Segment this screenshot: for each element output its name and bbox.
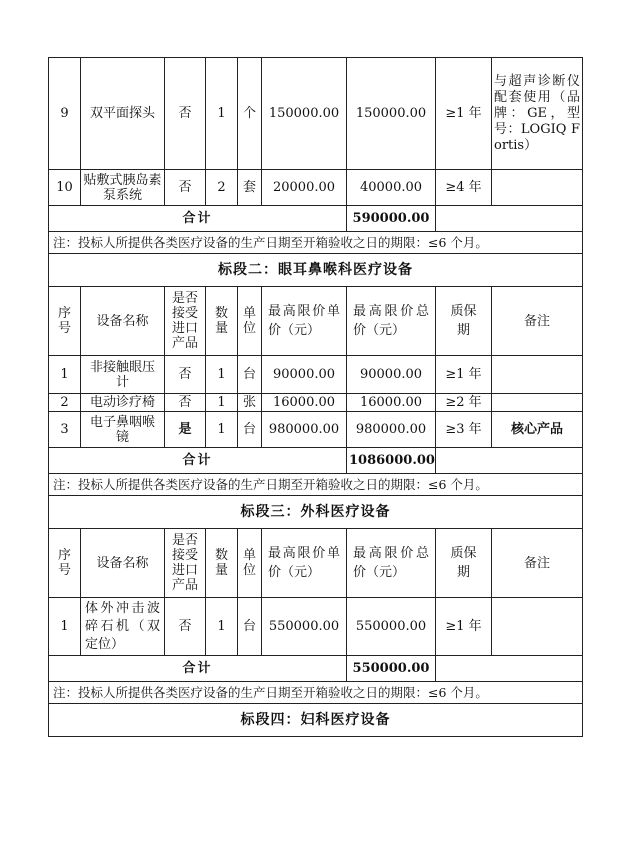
table-row (49, 170, 583, 206)
total-value: 1086000.00 (347, 448, 436, 474)
row-remark: 与超声诊断仪配套使用（品牌：GE，型号：LOGIQ Fortis） (492, 58, 583, 170)
col-warranty: 质保期 (436, 287, 492, 356)
row-warranty: ≥4 年 (436, 170, 492, 206)
total-value: 550000.00 (347, 656, 436, 682)
row-qty: 2 (206, 170, 238, 206)
row-name: 电子鼻咽喉镜 (81, 412, 165, 448)
section-title-row (49, 496, 583, 529)
row-unit: 套 (238, 170, 262, 206)
section-title: 标段四：妇科医疗设备 (49, 704, 583, 737)
col-remark: 备注 (492, 529, 583, 598)
row-qty: 1 (206, 598, 238, 656)
row-warranty: ≥1 年 (436, 58, 492, 170)
row-remark (492, 170, 583, 206)
total-row (49, 206, 583, 232)
row-total: 90000.00 (347, 356, 436, 394)
section-title-row (49, 254, 583, 287)
row-unit: 台 (238, 356, 262, 394)
section-title: 标段三：外科医疗设备 (49, 496, 583, 529)
row-imported: 否 (165, 394, 206, 412)
row-remark (492, 356, 583, 394)
row-imported: 否 (165, 58, 206, 170)
row-name: 贴敷式胰岛素泵系统 (81, 170, 165, 206)
total-empty (436, 448, 583, 474)
row-unit-price: 20000.00 (262, 170, 347, 206)
row-no: 9 (49, 58, 81, 170)
note-text: 注：投标人所提供各类医疗设备的生产日期至开箱验收之日的期限：≤6 个月。 (49, 232, 583, 254)
row-remark (492, 598, 583, 656)
note-text: 注：投标人所提供各类医疗设备的生产日期至开箱验收之日的期限：≤6 个月。 (49, 682, 583, 704)
col-unit-price: 最高限价单价（元） (262, 287, 347, 356)
row-unit-price: 550000.00 (262, 598, 347, 656)
row-qty: 1 (206, 394, 238, 412)
row-no: 10 (49, 170, 81, 206)
row-qty: 1 (206, 356, 238, 394)
row-unit: 张 (238, 394, 262, 412)
row-unit-price: 150000.00 (262, 58, 347, 170)
procurement-table-page (48, 57, 582, 737)
header-row (49, 287, 583, 356)
col-no: 序号 (49, 287, 81, 356)
row-total: 40000.00 (347, 170, 436, 206)
col-remark: 备注 (492, 287, 583, 356)
row-unit-price: 90000.00 (262, 356, 347, 394)
row-unit: 个 (238, 58, 262, 170)
col-unit: 单位 (238, 287, 262, 356)
row-qty: 1 (206, 58, 238, 170)
col-qty: 数量 (206, 287, 238, 356)
note-text: 注：投标人所提供各类医疗设备的生产日期至开箱验收之日的期限：≤6 个月。 (49, 474, 583, 496)
section-title-row (49, 704, 583, 737)
row-imported: 是 (165, 412, 206, 448)
row-name: 电动诊疗椅 (81, 394, 165, 412)
table-row (49, 598, 583, 656)
table-row (49, 58, 583, 170)
row-total: 16000.00 (347, 394, 436, 412)
table-row (49, 394, 583, 412)
row-no: 1 (49, 356, 81, 394)
row-warranty: ≥1 年 (436, 598, 492, 656)
col-no: 序号 (49, 529, 81, 598)
row-total: 550000.00 (347, 598, 436, 656)
total-empty (436, 656, 583, 682)
total-row (49, 656, 583, 682)
note-row (49, 474, 583, 496)
col-imported: 是否接受进口产品 (165, 287, 206, 356)
section-title: 标段二：眼耳鼻喉科医疗设备 (49, 254, 583, 287)
row-unit: 台 (238, 412, 262, 448)
table-row (49, 412, 583, 448)
col-total: 最高限价总价（元） (347, 287, 436, 356)
table-row (49, 356, 583, 394)
note-row (49, 232, 583, 254)
row-name: 体外冲击波碎石机（双定位） (81, 598, 165, 656)
col-name: 设备名称 (81, 529, 165, 598)
col-unit-price: 最高限价单价（元） (262, 529, 347, 598)
total-empty (436, 206, 583, 232)
row-no: 3 (49, 412, 81, 448)
row-total: 980000.00 (347, 412, 436, 448)
row-imported: 否 (165, 170, 206, 206)
col-total: 最高限价总价（元） (347, 529, 436, 598)
row-remark (492, 394, 583, 412)
total-value: 590000.00 (347, 206, 436, 232)
row-name: 双平面探头 (81, 58, 165, 170)
row-warranty: ≥2 年 (436, 394, 492, 412)
equipment-table (48, 57, 583, 737)
total-row (49, 448, 583, 474)
total-label: 合计 (49, 656, 347, 682)
col-qty: 数量 (206, 529, 238, 598)
row-imported: 否 (165, 356, 206, 394)
total-label: 合计 (49, 206, 347, 232)
row-qty: 1 (206, 412, 238, 448)
note-row (49, 682, 583, 704)
row-warranty: ≥1 年 (436, 356, 492, 394)
col-name: 设备名称 (81, 287, 165, 356)
total-label: 合计 (49, 448, 347, 474)
row-unit: 台 (238, 598, 262, 656)
row-unit-price: 16000.00 (262, 394, 347, 412)
col-warranty: 质保期 (436, 529, 492, 598)
row-imported: 否 (165, 598, 206, 656)
row-no: 2 (49, 394, 81, 412)
header-row (49, 529, 583, 598)
row-name: 非接触眼压计 (81, 356, 165, 394)
row-total: 150000.00 (347, 58, 436, 170)
row-unit-price: 980000.00 (262, 412, 347, 448)
row-no: 1 (49, 598, 81, 656)
row-warranty: ≥3 年 (436, 412, 492, 448)
col-imported: 是否接受进口产品 (165, 529, 206, 598)
col-unit: 单位 (238, 529, 262, 598)
row-remark: 核心产品 (492, 412, 583, 448)
